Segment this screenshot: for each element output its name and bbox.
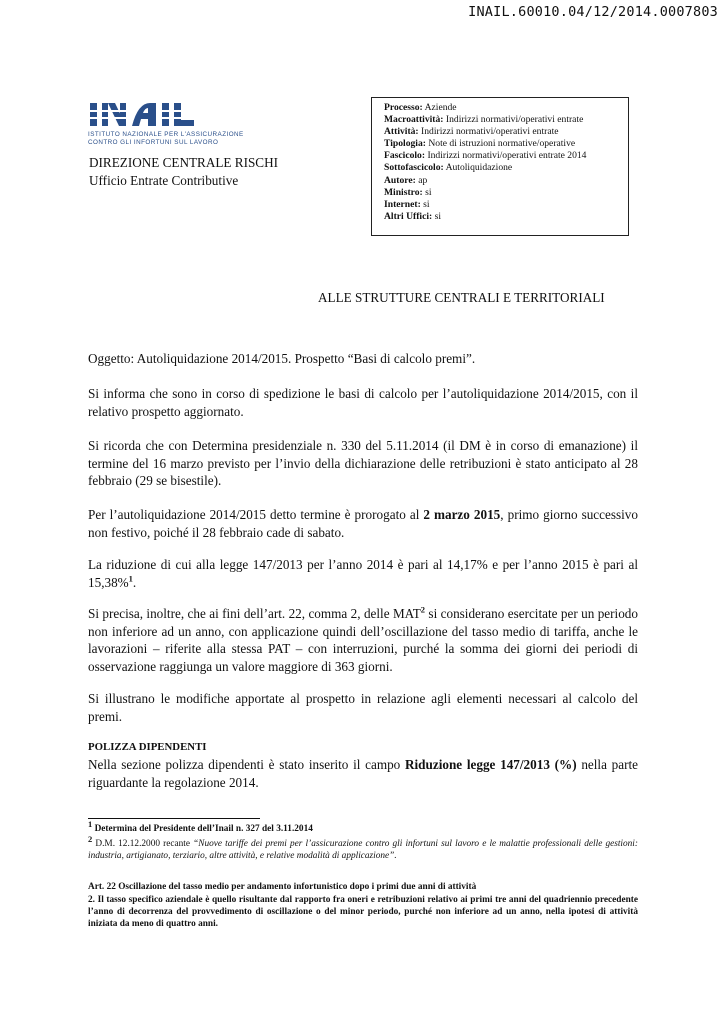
footnote-divider: [88, 818, 260, 819]
footnote-1: [88, 819, 638, 836]
footnote-2-text: D.M. 12.12.2000 recante: [95, 839, 194, 850]
sender-block: [89, 154, 278, 190]
paragraph-4-end: .: [132, 574, 137, 590]
paragraph-6: Si illustrano le modifiche apportate al prospetto in relazione agli elementi necessari al calcolo del premi.: [88, 691, 638, 724]
paragraph-3-text-end: , primo giorno successivo non festivo, poiché il 28 febbraio cade di sabato.: [88, 507, 638, 540]
office-name: Ufficio Entrate Contributive: [89, 173, 239, 188]
metadata-value: Autoliquidazione: [445, 162, 513, 174]
metadata-value: si: [434, 210, 442, 222]
protocol-number: INAIL.60010.04/12/2014.0007803: [468, 4, 718, 20]
metadata-row: [384, 187, 628, 199]
paragraph-7-text-end: nella parte riguardante la regolazione 2014.: [88, 757, 639, 790]
paragraph-5: [88, 605, 638, 675]
metadata-label: Macroattività:: [384, 114, 444, 126]
addressee: ALLE STRUTTURE CENTRALI E TERRITORIALI: [318, 290, 605, 305]
paragraph-7: [88, 756, 638, 791]
metadata-box: [371, 97, 629, 236]
paragraph-3: [88, 506, 638, 541]
paragraph-4: [88, 556, 638, 591]
metadata-value: Indirizzi normativi/operativi entrate: [445, 114, 584, 126]
metadata-label: Sottofascicolo:: [384, 162, 444, 174]
metadata-row: [384, 126, 628, 138]
metadata-label: Autore:: [384, 174, 416, 186]
metadata-value: Note di istruzioni normative/operative: [428, 138, 576, 150]
footnote-1-number: 1: [88, 819, 93, 829]
metadata-label: Fascicolo:: [384, 150, 426, 162]
footnote-article-text: 2. Il tasso specifico aziendale è quello risultante dal rapporto fra oneri e retribuzioni relativo ai primi tre anni del quadriennio precedente l’anno di decorrenza del provvedimento di oscillazione o del minor periodo, purché non inferiore ad un anno, nella ipotesi di attività iniziata da meno di quattro anni.: [88, 895, 638, 929]
metadata-value: ap: [418, 174, 428, 186]
subject-line: Oggetto: Autoliquidazione 2014/2015. Prospetto “Basi di calcolo premi”.: [88, 351, 476, 366]
metadata-row: [384, 114, 628, 126]
footnote-ref-1: 1: [128, 573, 133, 584]
inail-logo: [88, 101, 258, 147]
metadata-label: Internet:: [384, 198, 421, 210]
metadata-value: Indirizzi normativi/operativi entrate 2014: [427, 150, 587, 162]
metadata-value: Aziende: [424, 102, 457, 113]
paragraph-2: Si ricorda che con Determina presidenziale n. 330 del 5.11.2014 (il DM è in corso di emanazione) il termine del 16 marzo previsto per l’invio della dichiarazione delle retribuzioni è stato anticipato al 28 febbraio (29 se bisestile).: [88, 438, 638, 488]
paragraph-4-text: La riduzione di cui alla legge 147/2013 per l’anno 2014 è pari al 14,17% e per l’anno 2015 è pari al 15,38%: [88, 557, 638, 590]
article-heading-text: Art. 22 Oscillazione del tasso medio per andamento infortunistico dopo i primi due anni di attività: [88, 882, 477, 892]
metadata-row: [384, 211, 628, 223]
logo-subtitle: [88, 131, 258, 147]
footnote-ref-2: 2: [420, 604, 426, 615]
metadata-row: [384, 150, 628, 162]
logo-subtitle-line2: CONTRO GLI INFORTUNI SUL LAVORO: [88, 139, 219, 146]
metadata-value: Indirizzi normativi/operativi entrate: [421, 126, 559, 138]
metadata-label: Attività:: [384, 126, 419, 138]
metadata-value: si: [425, 186, 432, 198]
inail-logo-mark: [88, 101, 218, 128]
section-heading: POLIZZA DIPENDENTI: [88, 741, 207, 753]
deadline-date: 2 marzo 2015: [423, 507, 501, 522]
footnote-2-quote: “Nuove tariffe dei premi per l’assicurazione contro gli infortuni sul lavoro e le malattie professionali delle gestioni: industria, artigianato, terziario, altre attività, e relative modalità di applicazione”.: [88, 839, 638, 861]
paragraph-7-text: Nella sezione polizza dipendenti è stato inserito il campo: [88, 757, 405, 772]
footnote-2: [88, 834, 638, 863]
metadata-row: [384, 199, 628, 211]
metadata-row: [384, 175, 628, 187]
logo-subtitle-line1: ISTITUTO NAZIONALE PER L'ASSICURAZIONE: [88, 131, 244, 138]
footnote-1-text: Determina del Presidente dell’Inail n. 327 del 3.11.2014: [94, 824, 313, 835]
metadata-row: [384, 102, 628, 114]
paragraph-5-text: Si precisa, inoltre, che ai fini dell’art. 22, comma 2, delle MAT: [88, 606, 421, 621]
footnote-article-heading: [88, 882, 638, 894]
field-name: Riduzione legge 147/2013 (%): [404, 757, 577, 772]
metadata-row: [384, 162, 628, 174]
metadata-label: Altri Uffici:: [384, 210, 433, 222]
footnote-2-number: 2: [88, 834, 93, 844]
department-name: DIREZIONE CENTRALE RISCHI: [89, 155, 279, 170]
metadata-value: si: [423, 198, 430, 210]
metadata-label: Ministro:: [384, 186, 423, 198]
metadata-label: Tipologia:: [384, 138, 426, 150]
metadata-row: [384, 138, 628, 150]
paragraph-5-text-end: si considerano esercitate per un periodo non inferiore ad un anno, con applicazione quindi dell’oscillazione del tasso medio di tariffa, anche le lavorazioni – riferite alla stessa PAT – con interruzioni, purché la somma dei giorni dei periodi di osservazione raggiunga un valore maggiore di 363 giorni.: [88, 606, 638, 674]
paragraph-3-text: Per l’autoliquidazione 2014/2015 detto termine è prorogato al: [88, 507, 424, 522]
paragraph-1: Si informa che sono in corso di spedizione le basi di calcolo per l’autoliquidazione 2014/2015, con il relativo prospetto aggiornato.: [88, 386, 638, 419]
metadata-label: Processo:: [384, 102, 423, 113]
